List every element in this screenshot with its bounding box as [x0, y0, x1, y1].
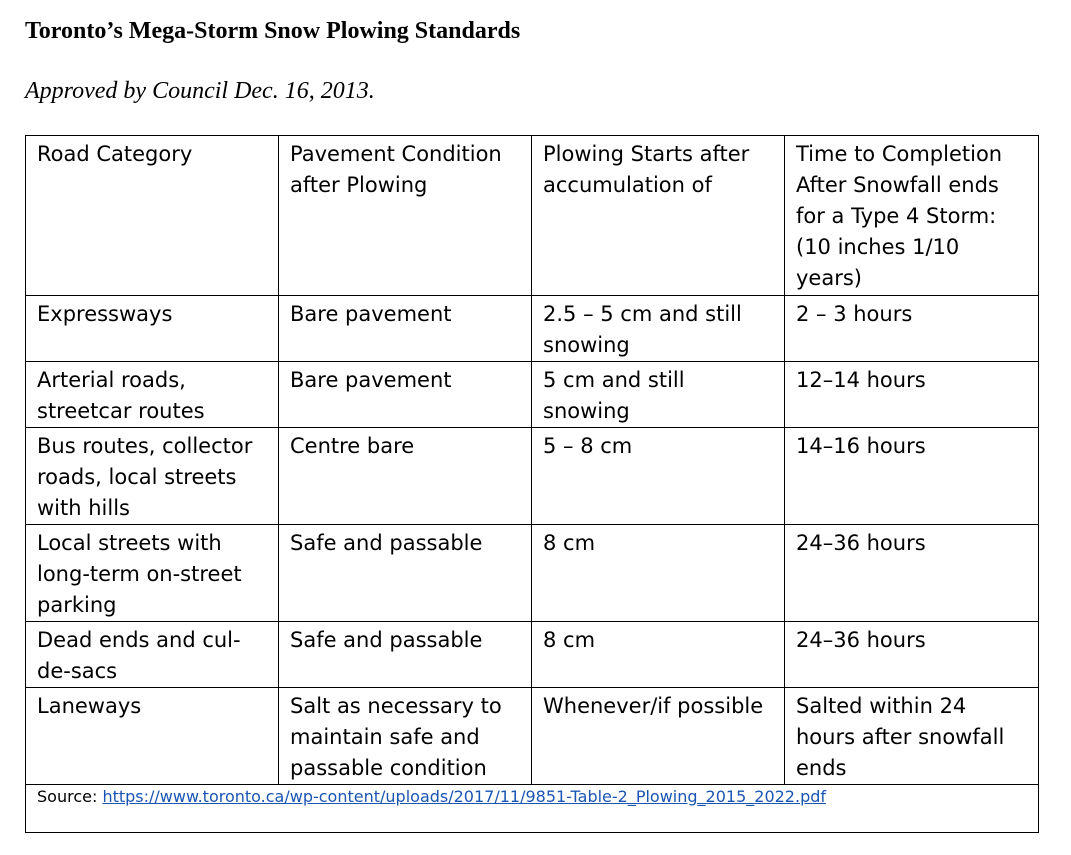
cell-pavement-condition: Bare pavement — [279, 296, 532, 362]
cell-plowing-starts: 5 – 8 cm — [532, 428, 785, 525]
table-header-row — [26, 136, 1039, 296]
table-row — [26, 428, 1039, 525]
table-row — [26, 362, 1039, 428]
table-row — [26, 525, 1039, 622]
cell-plowing-starts: 2.5 – 5 cm and still snowing — [532, 296, 785, 362]
source-link[interactable]: https://www.toronto.ca/wp-content/uploads/2017/11/9851-Table-2_Plowing_2015_2022.pdf — [102, 787, 827, 806]
cell-road-category: Arterial roads, streetcar routes — [26, 362, 279, 428]
source-row — [26, 785, 1039, 833]
source-cell — [26, 785, 1039, 833]
cell-plowing-starts: 8 cm — [532, 525, 785, 622]
cell-pavement-condition: Safe and passable — [279, 622, 532, 688]
cell-pavement-condition: Salt as necessary to maintain safe and passable condition — [279, 688, 532, 785]
cell-plowing-starts: 5 cm and still snowing — [532, 362, 785, 428]
cell-road-category: Dead ends and cul-de-sacs — [26, 622, 279, 688]
table-row — [26, 622, 1039, 688]
cell-road-category: Laneways — [26, 688, 279, 785]
header-pavement-condition: Pavement Condition after Plowing — [279, 136, 532, 296]
cell-time-to-completion: 2 – 3 hours — [785, 296, 1039, 362]
cell-time-to-completion: 14–16 hours — [785, 428, 1039, 525]
page-subtitle: Approved by Council Dec. 16, 2013. — [25, 78, 375, 104]
header-time-to-completion: Time to Completion After Snowfall ends for a Type 4 Storm: (10 inches 1/10 years) — [785, 136, 1039, 296]
header-road-category: Road Category — [26, 136, 279, 296]
source-label: Source: — [37, 787, 103, 806]
plowing-standards-table — [25, 135, 1039, 833]
page-title: Toronto’s Mega-Storm Snow Plowing Standards — [25, 18, 521, 44]
cell-pavement-condition: Safe and passable — [279, 525, 532, 622]
cell-time-to-completion: 24–36 hours — [785, 622, 1039, 688]
header-plowing-starts: Plowing Starts after accumulation of — [532, 136, 785, 296]
cell-pavement-condition: Bare pavement — [279, 362, 532, 428]
cell-plowing-starts: 8 cm — [532, 622, 785, 688]
table-row — [26, 296, 1039, 362]
cell-time-to-completion: 12–14 hours — [785, 362, 1039, 428]
table-row — [26, 688, 1039, 785]
cell-time-to-completion: Salted within 24 hours after snowfall ends — [785, 688, 1039, 785]
cell-pavement-condition: Centre bare — [279, 428, 532, 525]
cell-road-category: Local streets with long-term on-street parking — [26, 525, 279, 622]
cell-road-category: Expressways — [26, 296, 279, 362]
cell-road-category: Bus routes, collector roads, local streets with hills — [26, 428, 279, 525]
cell-plowing-starts: Whenever/if possible — [532, 688, 785, 785]
cell-time-to-completion: 24–36 hours — [785, 525, 1039, 622]
